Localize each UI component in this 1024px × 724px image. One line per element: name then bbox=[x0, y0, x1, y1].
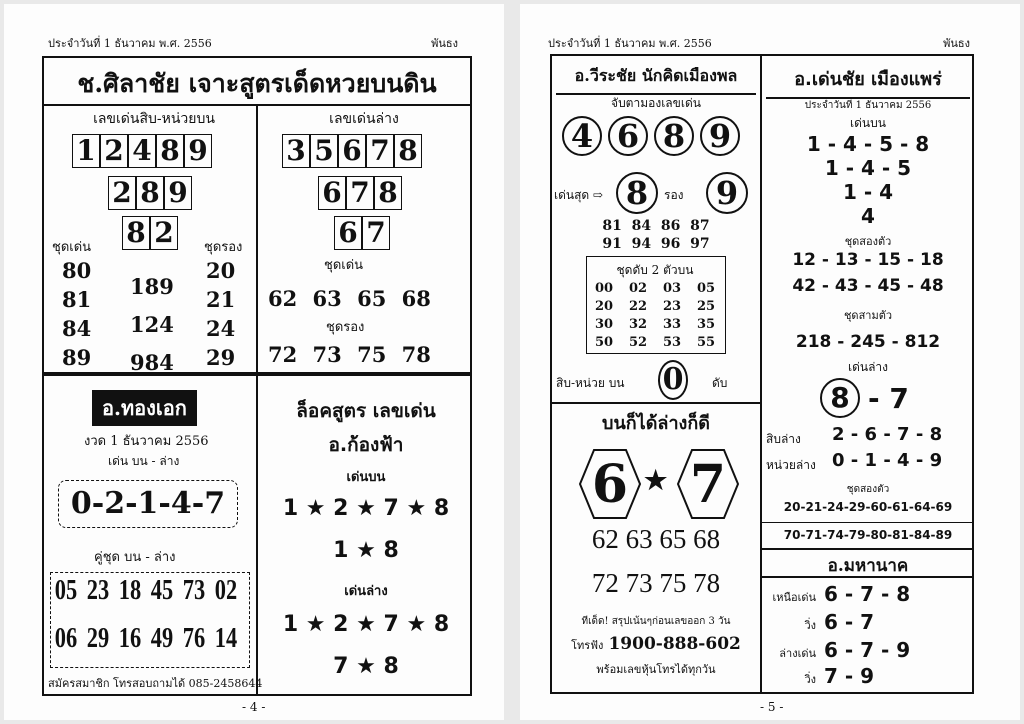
dech-two-row2: 42 - 43 - 45 - 48 bbox=[792, 276, 944, 296]
silachai-panel bbox=[42, 56, 472, 374]
thong-contact: สมัครสมาชิก โทรสอบถามได้ 085-2458644 bbox=[48, 677, 263, 690]
maha-value: 7 - 9 bbox=[824, 664, 875, 688]
bon-hex-right: 7 bbox=[676, 448, 740, 520]
wira-circle: 4 bbox=[562, 116, 602, 156]
upper-digits bbox=[72, 134, 212, 168]
dech-upper-label: เด่นบน bbox=[850, 116, 886, 130]
thong-number: 0-2-1-4-7 bbox=[58, 480, 238, 528]
digit: 2 bbox=[150, 216, 178, 250]
wira-table-title: ชุดดับ 2 ตัวบน bbox=[616, 263, 694, 277]
lower-small-digits bbox=[334, 216, 390, 250]
digit: 3 bbox=[282, 134, 310, 168]
thong-pairs-table: 05 23 18 45 73 02 06 29 16 49 76 14 bbox=[50, 572, 250, 668]
digit: 9 bbox=[164, 176, 192, 210]
upper-label: เลขเด่นสิบ-หน่วยบน bbox=[93, 111, 215, 127]
dech-three-label: ชุดสามตัว bbox=[843, 309, 893, 322]
dech-three: 218 - 245 - 812 bbox=[795, 332, 941, 352]
lower-set-main: 62 63 65 68 bbox=[268, 286, 431, 311]
bon-hex-left: 6 bbox=[578, 448, 642, 520]
digit: 4 bbox=[128, 134, 156, 168]
kong-title2: อ.ก้องฟ้า bbox=[328, 434, 404, 456]
maha-value: 6 - 7 bbox=[824, 610, 875, 634]
digit: 7 bbox=[366, 134, 394, 168]
wira-circle: 6 bbox=[608, 116, 648, 156]
wira-best-label: เด่นสุด ⇨ bbox=[554, 188, 604, 202]
digit: 8 bbox=[136, 176, 164, 210]
silachai-title: ช.ศิลาชัย เจาะสูตรเด็ดหวยบนดิน bbox=[77, 69, 437, 98]
right-page-number: - 5 - bbox=[760, 700, 784, 714]
star-icon: ★ bbox=[644, 466, 668, 496]
dech-title: อ.เด่นชัย เมืองแพร่ bbox=[766, 64, 970, 99]
right-header-date: ประจำวันที่ 1 ธันวาคม พ.ศ. 2556 bbox=[548, 37, 712, 50]
maha-label: เหนือเด่น bbox=[772, 591, 816, 604]
dech-pairs-label: ชุดสองตัว bbox=[846, 484, 890, 495]
wira-circle: 8 bbox=[654, 116, 694, 156]
maha-title: อ.มหานาค bbox=[827, 556, 909, 576]
maha-label: วิ่ง bbox=[804, 619, 816, 632]
left-page bbox=[4, 4, 504, 720]
thong-pairs-label: คู่ชุด บน - ล่าง bbox=[94, 550, 176, 565]
digit: 8 bbox=[374, 176, 402, 210]
upper-mid-digits bbox=[108, 176, 192, 210]
kong-lower-row1: 1 ★ 2 ★ 7 ★ 8 bbox=[282, 612, 450, 637]
left-page-number: - 4 - bbox=[242, 700, 266, 714]
lower-panels bbox=[42, 374, 472, 696]
thong-title: อ.ทองเอก bbox=[92, 390, 197, 426]
wira-second-label: รอง bbox=[664, 188, 684, 202]
set-main-list: 80 81 84 89 bbox=[62, 258, 92, 370]
kong-title1: ล็อคสูตร เลขเด่น bbox=[296, 400, 436, 422]
dech-lower-label: เด่นล่าง bbox=[847, 360, 889, 374]
wira-best: 8 bbox=[616, 172, 658, 214]
dech-two-label: ชุดสองตัว bbox=[844, 235, 892, 248]
dech-pairs-row1: 20-21-24-29-60-61-64-69 bbox=[783, 500, 953, 514]
bon-title: บนก็ได้ล่างก็ดี bbox=[602, 413, 710, 434]
dech-lower-rest: - 7 bbox=[868, 382, 909, 415]
wira-second: 9 bbox=[706, 172, 748, 214]
bon-row2: 72 73 75 78 bbox=[591, 568, 721, 598]
lower-label: เลขเด่นล่าง bbox=[329, 111, 399, 127]
kong-upper-row2: 1 ★ 8 bbox=[333, 538, 399, 563]
lower-digits bbox=[282, 134, 422, 168]
dech-pairs-row2: 70-71-74-79-80-81-84-89 bbox=[783, 528, 953, 542]
thong-round: งวด 1 ธันวาคม 2556 bbox=[84, 434, 209, 449]
set-main-label: ชุดเด่น bbox=[52, 240, 92, 255]
left-header-date: ประจำวันที่ 1 ธันวาคม พ.ศ. 2556 bbox=[48, 37, 212, 50]
set-alt-list: 20 21 24 29 bbox=[206, 258, 236, 370]
digit: 8 bbox=[156, 134, 184, 168]
dech-date: ประจำวันที่ 1 ธันวาคม 2556 bbox=[804, 100, 932, 111]
digit: 7 bbox=[362, 216, 390, 250]
dech-pyramid: 1 - 4 - 5 - 8 1 - 4 - 5 1 - 4 4 bbox=[806, 132, 930, 228]
bon-phone: 1900-888-602 bbox=[608, 634, 741, 654]
maha-label: วิ่ง bbox=[804, 673, 816, 686]
maha-label: ล่างเด่น bbox=[779, 647, 816, 660]
dech-unit-label: หน่วยล่าง bbox=[766, 458, 816, 472]
wira-kill: 0 bbox=[658, 360, 688, 400]
digit: 6 bbox=[318, 176, 346, 210]
wira-title: อ.วีระชัย นักคิดเมืองพล bbox=[556, 64, 756, 95]
upper-small-digits bbox=[122, 216, 178, 250]
set-alt-label: ชุดรอง bbox=[204, 240, 243, 255]
bon-phone-label: โทรฟัง bbox=[571, 639, 604, 652]
digit: 6 bbox=[334, 216, 362, 250]
dech-lower-circle: 8 bbox=[820, 378, 860, 418]
lower-set-main-label: ชุดเด่น bbox=[324, 258, 364, 273]
digit: 7 bbox=[346, 176, 374, 210]
digit: 6 bbox=[338, 134, 366, 168]
bon-note: ทีเด็ด! สรุปเน้นๆก่อนเลขออก 3 วัน bbox=[581, 616, 731, 627]
kong-lower-label: เด่นล่าง bbox=[344, 584, 388, 599]
bon-footer: พร้อมเลขหุ้นโทรได้ทุกวัน bbox=[596, 663, 716, 676]
maha-value: 6 - 7 - 8 bbox=[824, 582, 911, 606]
lower-set-alt: 72 73 75 78 bbox=[268, 342, 431, 367]
dech-two-row1: 12 - 13 - 15 - 18 bbox=[792, 250, 944, 270]
left-header-brand: พันธง bbox=[431, 37, 458, 50]
right-header-brand: พันธง bbox=[943, 37, 970, 50]
right-frame bbox=[550, 54, 974, 694]
digit: 2 bbox=[100, 134, 128, 168]
bon-row1: 62 63 65 68 bbox=[591, 524, 721, 554]
lower-mid-digits bbox=[318, 176, 402, 210]
dech-ten: 2 - 6 - 7 - 8 bbox=[832, 424, 943, 445]
digit: 1 bbox=[72, 134, 100, 168]
kong-upper-row1: 1 ★ 2 ★ 7 ★ 8 bbox=[282, 496, 450, 521]
right-page bbox=[520, 4, 1020, 720]
wira-row1: 81 84 86 87 bbox=[602, 218, 710, 234]
thong-sub: เด่น บน - ล่าง bbox=[108, 454, 180, 468]
wira-circle: 9 bbox=[700, 116, 740, 156]
wira-sub: จับตามองเลขเด่น bbox=[611, 96, 701, 110]
kong-lower-row2: 7 ★ 8 bbox=[333, 654, 399, 679]
maha-value: 6 - 7 - 9 bbox=[824, 638, 911, 662]
wira-kill-label: สิบ-หน่วย บน bbox=[556, 376, 625, 390]
digit: 8 bbox=[394, 134, 422, 168]
dech-unit: 0 - 1 - 4 - 9 bbox=[832, 450, 943, 471]
triples-list: 189 124 984 bbox=[130, 274, 174, 375]
lower-set-alt-label: ชุดรอง bbox=[326, 320, 365, 335]
digit: 2 bbox=[108, 176, 136, 210]
bon-phone-line bbox=[556, 634, 756, 654]
wira-row2: 91 94 96 97 bbox=[602, 236, 710, 252]
wira-table: ชุดดับ 2 ตัวบน 00 02 03 05 20 22 23 25 30 32 33 35 50 52 53 55 bbox=[586, 256, 726, 354]
kong-upper-label: เด่นบน bbox=[346, 470, 386, 485]
digit: 8 bbox=[122, 216, 150, 250]
wira-kill-suffix: ดับ bbox=[712, 376, 728, 390]
digit: 9 bbox=[184, 134, 212, 168]
digit: 5 bbox=[310, 134, 338, 168]
dech-ten-label: สิบล่าง bbox=[766, 432, 801, 446]
